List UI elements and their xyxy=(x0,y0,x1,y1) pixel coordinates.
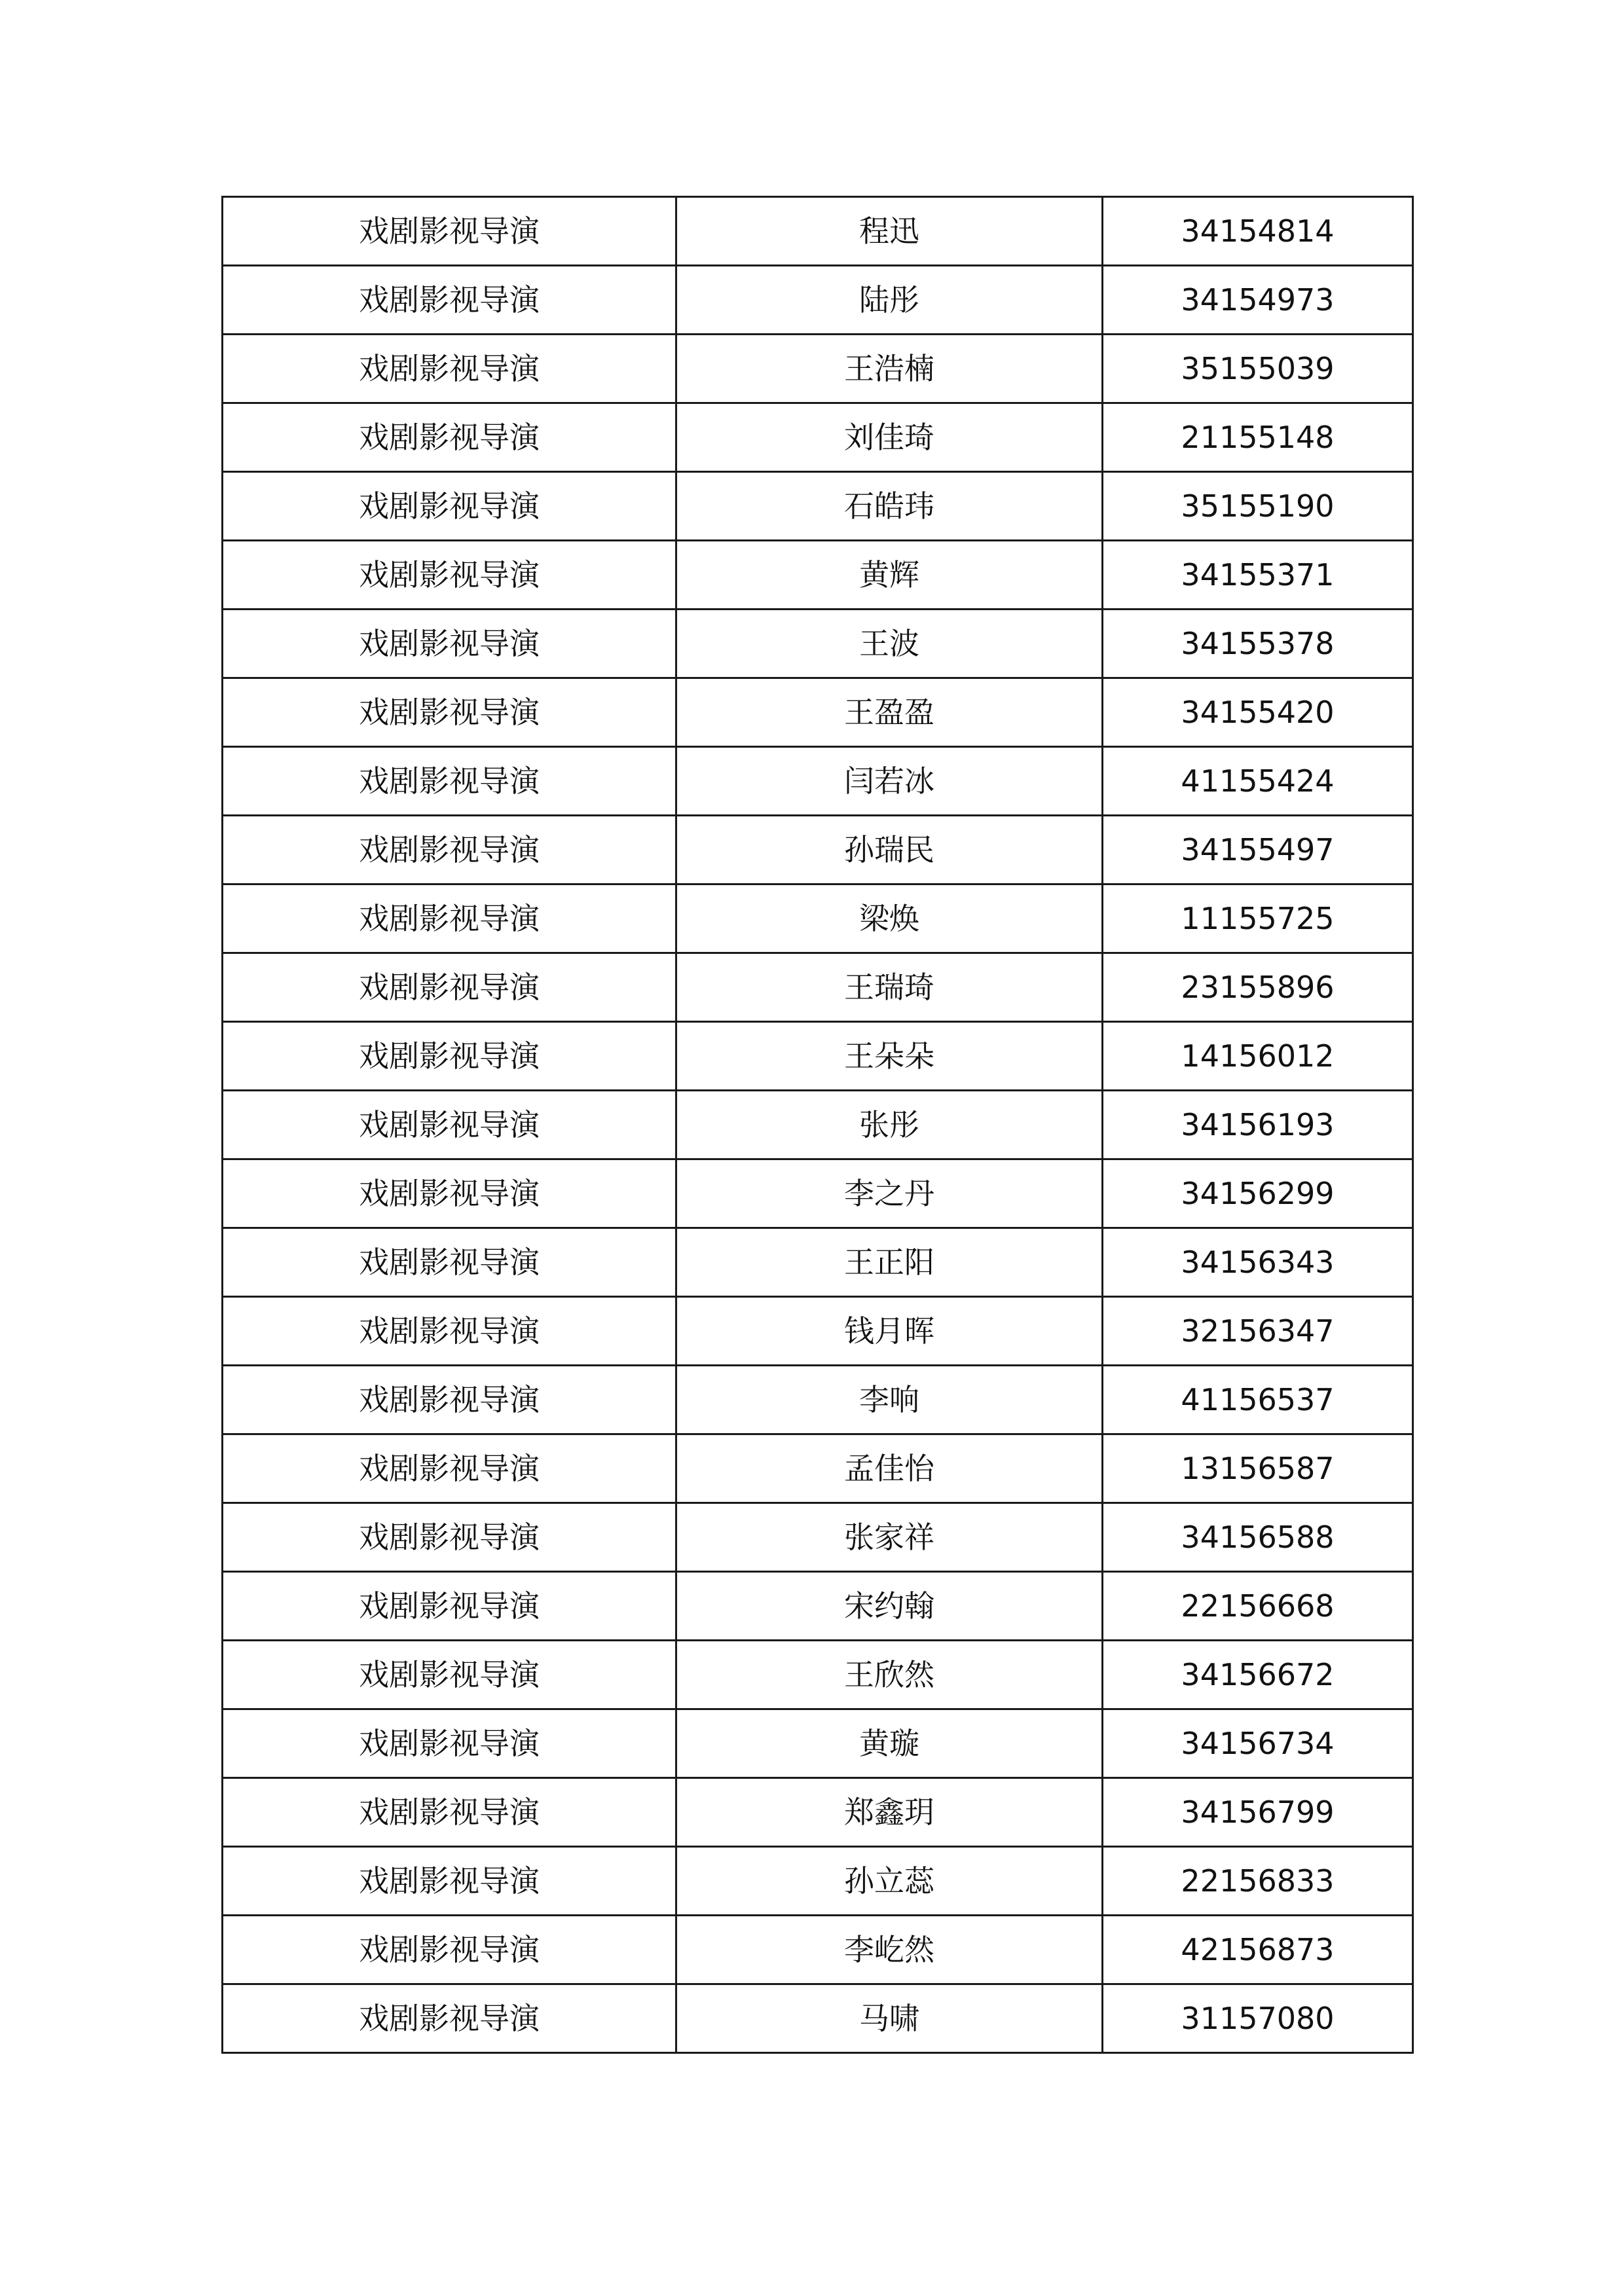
id-cell: 34155420 xyxy=(1103,678,1413,747)
table-row xyxy=(223,1022,1413,1091)
major-cell: 戏剧影视导演 xyxy=(223,610,676,678)
table-row xyxy=(223,678,1413,747)
table-row xyxy=(223,197,1413,266)
table-row xyxy=(223,816,1413,884)
name-cell: 梁焕 xyxy=(676,884,1103,953)
major-cell: 戏剧影视导演 xyxy=(223,1228,676,1297)
major-cell: 戏剧影视导演 xyxy=(223,816,676,884)
major-cell: 戏剧影视导演 xyxy=(223,1022,676,1091)
table-row xyxy=(223,1984,1413,2053)
name-cell: 孙瑞民 xyxy=(676,816,1103,884)
major-cell: 戏剧影视导演 xyxy=(223,1297,676,1366)
id-cell: 32156347 xyxy=(1103,1297,1413,1366)
name-cell: 石皓玮 xyxy=(676,472,1103,541)
name-cell: 程迅 xyxy=(676,197,1103,266)
major-cell: 戏剧影视导演 xyxy=(223,197,676,266)
table-row xyxy=(223,1228,1413,1297)
id-cell: 14156012 xyxy=(1103,1022,1413,1091)
id-cell: 34156588 xyxy=(1103,1503,1413,1572)
id-cell: 23155896 xyxy=(1103,953,1413,1022)
table-row xyxy=(223,1641,1413,1709)
id-cell: 34155378 xyxy=(1103,610,1413,678)
table-row xyxy=(223,884,1413,953)
name-cell: 张家祥 xyxy=(676,1503,1103,1572)
major-cell: 戏剧影视导演 xyxy=(223,1159,676,1228)
id-cell: 35155190 xyxy=(1103,472,1413,541)
id-cell: 34156193 xyxy=(1103,1091,1413,1159)
major-cell: 戏剧影视导演 xyxy=(223,1434,676,1503)
name-cell: 孙立蕊 xyxy=(676,1847,1103,1916)
name-cell: 王朵朵 xyxy=(676,1022,1103,1091)
table-row xyxy=(223,1916,1413,1984)
name-cell: 黄璇 xyxy=(676,1709,1103,1778)
id-cell: 34156799 xyxy=(1103,1778,1413,1847)
name-cell: 钱月晖 xyxy=(676,1297,1103,1366)
major-cell: 戏剧影视导演 xyxy=(223,472,676,541)
major-cell: 戏剧影视导演 xyxy=(223,1916,676,1984)
id-cell: 34154973 xyxy=(1103,266,1413,335)
name-cell: 王波 xyxy=(676,610,1103,678)
table-row xyxy=(223,1847,1413,1916)
name-cell: 王欣然 xyxy=(676,1641,1103,1709)
name-cell: 王浩楠 xyxy=(676,335,1103,403)
table-row xyxy=(223,610,1413,678)
major-cell: 戏剧影视导演 xyxy=(223,1641,676,1709)
name-cell: 郑鑫玥 xyxy=(676,1778,1103,1847)
id-cell: 22156833 xyxy=(1103,1847,1413,1916)
id-cell: 34156299 xyxy=(1103,1159,1413,1228)
table-row xyxy=(223,335,1413,403)
table-row xyxy=(223,1572,1413,1641)
name-cell: 陆彤 xyxy=(676,266,1103,335)
id-cell: 34155497 xyxy=(1103,816,1413,884)
table-row xyxy=(223,1297,1413,1366)
table-row xyxy=(223,747,1413,816)
id-cell: 13156587 xyxy=(1103,1434,1413,1503)
id-cell: 34155371 xyxy=(1103,541,1413,610)
name-cell: 闫若冰 xyxy=(676,747,1103,816)
id-cell: 34156734 xyxy=(1103,1709,1413,1778)
id-cell: 35155039 xyxy=(1103,335,1413,403)
table-row xyxy=(223,1434,1413,1503)
major-cell: 戏剧影视导演 xyxy=(223,1366,676,1434)
major-cell: 戏剧影视导演 xyxy=(223,541,676,610)
id-cell: 34156672 xyxy=(1103,1641,1413,1709)
id-cell: 41156537 xyxy=(1103,1366,1413,1434)
id-cell: 21155148 xyxy=(1103,403,1413,472)
major-cell: 戏剧影视导演 xyxy=(223,1847,676,1916)
name-cell: 李响 xyxy=(676,1366,1103,1434)
table-row xyxy=(223,541,1413,610)
table-row xyxy=(223,1503,1413,1572)
name-cell: 刘佳琦 xyxy=(676,403,1103,472)
major-cell: 戏剧影视导演 xyxy=(223,1984,676,2053)
major-cell: 戏剧影视导演 xyxy=(223,884,676,953)
major-cell: 戏剧影视导演 xyxy=(223,1709,676,1778)
name-cell: 黄辉 xyxy=(676,541,1103,610)
table-row xyxy=(223,1778,1413,1847)
table-row xyxy=(223,1159,1413,1228)
major-cell: 戏剧影视导演 xyxy=(223,1778,676,1847)
major-cell: 戏剧影视导演 xyxy=(223,1091,676,1159)
id-cell: 34156343 xyxy=(1103,1228,1413,1297)
major-cell: 戏剧影视导演 xyxy=(223,1572,676,1641)
name-cell: 李之丹 xyxy=(676,1159,1103,1228)
name-cell: 王盈盈 xyxy=(676,678,1103,747)
id-cell: 31157080 xyxy=(1103,1984,1413,2053)
major-cell: 戏剧影视导演 xyxy=(223,747,676,816)
table-row xyxy=(223,266,1413,335)
table-row xyxy=(223,403,1413,472)
major-cell: 戏剧影视导演 xyxy=(223,678,676,747)
major-cell: 戏剧影视导演 xyxy=(223,1503,676,1572)
id-cell: 22156668 xyxy=(1103,1572,1413,1641)
major-cell: 戏剧影视导演 xyxy=(223,335,676,403)
id-cell: 42156873 xyxy=(1103,1916,1413,1984)
table-row xyxy=(223,1709,1413,1778)
name-cell: 张彤 xyxy=(676,1091,1103,1159)
id-cell: 11155725 xyxy=(1103,884,1413,953)
table-row xyxy=(223,1366,1413,1434)
name-cell: 宋约翰 xyxy=(676,1572,1103,1641)
major-cell: 戏剧影视导演 xyxy=(223,953,676,1022)
table-row xyxy=(223,953,1413,1022)
name-cell: 马啸 xyxy=(676,1984,1103,2053)
name-cell: 李屹然 xyxy=(676,1916,1103,1984)
id-cell: 34154814 xyxy=(1103,197,1413,266)
major-cell: 戏剧影视导演 xyxy=(223,266,676,335)
roster-table xyxy=(221,196,1414,2054)
table-row xyxy=(223,1091,1413,1159)
name-cell: 孟佳怡 xyxy=(676,1434,1103,1503)
major-cell: 戏剧影视导演 xyxy=(223,403,676,472)
name-cell: 王正阳 xyxy=(676,1228,1103,1297)
table-row xyxy=(223,472,1413,541)
id-cell: 41155424 xyxy=(1103,747,1413,816)
name-cell: 王瑞琦 xyxy=(676,953,1103,1022)
